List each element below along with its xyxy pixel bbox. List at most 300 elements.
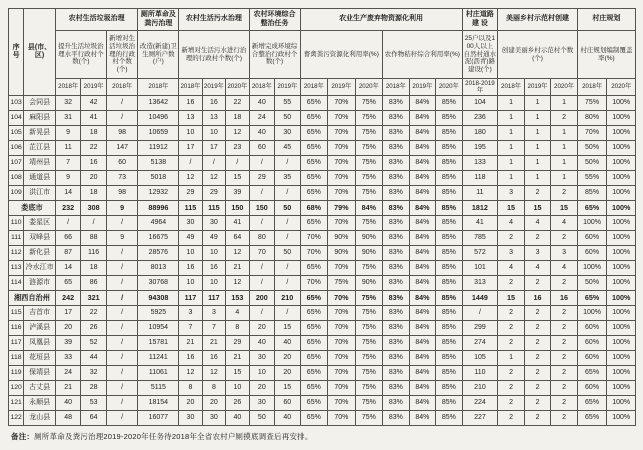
value-cell: 2 [551,336,578,351]
value-cell: 21 [226,261,249,276]
value-cell: 4 [551,216,578,231]
value-cell: 60% [577,336,607,351]
region-cell: 会同县 [24,96,56,111]
value-cell: 4 [226,306,249,321]
value-cell: 10 [202,276,225,291]
value-cell: 2 [551,231,578,246]
value-cell: 84% [409,96,436,111]
value-cell: 11241 [138,351,179,366]
value-cell: 2 [524,396,551,411]
value-cell: 2 [524,366,551,381]
value-cell: 50 [275,111,300,126]
value-cell: 210 [462,381,498,396]
value-cell: 23 [226,141,249,156]
region-cell: 麻阳县 [24,111,56,126]
value-cell: 65% [300,291,328,306]
region-cell: 吉首市 [24,306,56,321]
value-cell: 26 [226,396,249,411]
value-cell: 242 [55,291,80,306]
value-cell: / [462,306,498,321]
value-cell: 39 [226,186,249,201]
table-row [9,336,636,351]
value-cell: 572 [462,246,498,261]
value-cell: 2 [551,411,578,426]
value-cell: 100% [607,246,636,261]
value-cell: 100% [607,306,636,321]
value-cell: / [249,216,274,231]
value-cell: 70% [328,171,356,186]
value-cell: 44 [81,351,106,366]
value-cell: 70% [328,291,356,306]
value-cell: 3 [498,246,525,261]
header-year: 2019年 [409,79,436,96]
value-cell: 313 [462,276,498,291]
value-cell: 84% [409,201,436,216]
value-cell: 83% [383,216,410,231]
table-row [9,96,636,111]
value-cell: 70% [328,396,356,411]
value-cell: 150 [226,201,249,216]
value-cell: 10 [202,126,225,141]
header-year: 2019年 [328,79,356,96]
value-cell: 85% [436,186,463,201]
serial-cell: 107 [9,156,24,171]
value-cell: 7 [202,321,225,336]
value-cell: / [106,246,138,261]
value-cell: 66 [55,231,80,246]
value-cell: 2 [551,366,578,381]
header-sub-manure-rate: 畜禽粪污资源化利用率(%) [300,31,383,79]
value-cell: 83% [383,306,410,321]
value-cell: 75% [355,141,383,156]
value-cell: 180 [462,126,498,141]
value-cell: 84% [409,306,436,321]
value-cell: 85% [436,396,463,411]
table-row [9,261,636,276]
table-row [9,381,636,396]
header-sub-model-village-count: 创建美丽乡村示范村个数(个) [498,31,578,79]
value-cell: 70% [328,126,356,141]
value-cell: 18 [81,261,106,276]
value-cell: 12 [202,171,225,186]
value-cell: 195 [462,141,498,156]
value-cell: 85% [436,156,463,171]
region-cell: 娄底市 [9,201,56,216]
value-cell: 98 [106,126,138,141]
serial-cell: 109 [9,186,24,201]
value-cell: 16 [202,261,225,276]
value-cell: 232 [55,201,80,216]
value-cell: 14 [55,261,80,276]
header-year: 2019年 [202,79,225,96]
value-cell: / [106,261,138,276]
value-cell: 40 [55,396,80,411]
value-cell: / [106,411,138,426]
value-cell: 16 [179,96,202,111]
header-year: 2018年 [55,79,80,96]
value-cell: 65% [577,411,607,426]
header-group-garbage: 农村生活垃圾治理 [55,9,138,31]
value-cell: 100% [607,381,636,396]
value-cell: 2 [524,336,551,351]
value-cell: 90% [355,276,383,291]
value-cell: 65% [577,201,607,216]
value-cell: 70% [328,351,356,366]
value-cell: 83% [383,321,410,336]
value-cell: 100% [577,216,607,231]
value-cell: 90% [355,231,383,246]
value-cell: 84% [409,276,436,291]
value-cell: 20 [275,351,300,366]
value-cell: / [249,276,274,291]
value-cell: 4 [524,261,551,276]
value-cell: / [106,276,138,291]
value-cell: / [106,351,138,366]
value-cell: 83% [383,96,410,111]
value-cell: 60 [106,156,138,171]
value-cell: 70% [328,141,356,156]
value-cell: 70% [328,216,356,231]
table-row [9,231,636,246]
value-cell: 30 [202,216,225,231]
value-cell: 84% [409,336,436,351]
value-cell: 70% [328,306,356,321]
value-cell: / [81,216,106,231]
value-cell: 1 [498,141,525,156]
value-cell: 55 [275,96,300,111]
header-sub-planning-coverage: 村庄规划编制覆盖率(%) [577,31,635,79]
value-cell: 1 [524,171,551,186]
value-cell: 40 [275,336,300,351]
header-group-model-village: 美丽乡村示范村创建 [498,9,578,31]
header-group-planning: 村庄规划 [577,9,635,31]
value-cell: 84% [409,111,436,126]
value-cell: 100% [607,171,636,186]
value-cell: 85% [436,216,463,231]
value-cell: 5018 [138,171,179,186]
value-cell: 3 [524,246,551,261]
value-cell: 10 [179,126,202,141]
value-cell: 12 [202,366,225,381]
value-cell: / [202,156,225,171]
value-cell: 65% [300,321,328,336]
value-cell: 86 [81,276,106,291]
header-region: 县(市、区) [24,9,56,96]
value-cell: / [275,306,300,321]
value-cell: 8013 [138,261,179,276]
value-cell: 60% [577,246,607,261]
value-cell: 83% [383,411,410,426]
value-cell: 8 [202,381,225,396]
table-row [9,321,636,336]
value-cell: 115 [179,201,202,216]
table-header [9,9,636,96]
serial-cell: 105 [9,126,24,141]
value-cell: 22 [81,141,106,156]
value-cell: 65% [300,126,328,141]
value-cell: 1812 [462,201,498,216]
value-cell: 65% [300,171,328,186]
value-cell: 308 [81,201,106,216]
value-cell: 150 [249,201,274,216]
value-cell: 1 [524,156,551,171]
value-cell: 85% [436,231,463,246]
value-cell: 30768 [138,276,179,291]
value-cell: 65% [300,396,328,411]
value-cell: 16077 [138,411,179,426]
value-cell: 5115 [138,381,179,396]
statistics-table [8,8,636,426]
region-cell: 凤凰县 [24,336,56,351]
value-cell: 84% [409,246,436,261]
region-cell: 古丈县 [24,381,56,396]
serial-cell: 103 [9,96,24,111]
value-cell: 83% [383,261,410,276]
value-cell: 65% [300,411,328,426]
value-cell: 40 [249,96,274,111]
table-row [9,216,636,231]
value-cell: 10 [202,246,225,261]
value-cell: 85% [436,291,463,306]
value-cell: 2 [498,396,525,411]
value-cell: 83% [383,141,410,156]
value-cell: 85% [436,306,463,321]
serial-cell: 111 [9,231,24,246]
value-cell: 83% [383,186,410,201]
value-cell: 321 [81,291,106,306]
value-cell: 70% [328,111,356,126]
value-cell: 84% [409,321,436,336]
value-cell: 83% [383,231,410,246]
value-cell: 45 [275,141,300,156]
value-cell: 10 [249,366,274,381]
value-cell: 2 [524,351,551,366]
value-cell: 21 [55,381,80,396]
value-cell: 70% [328,336,356,351]
value-cell: 5925 [138,306,179,321]
value-cell: / [106,366,138,381]
value-cell: 85% [436,201,463,216]
value-cell: 84% [409,171,436,186]
value-cell: 30 [179,216,202,231]
value-cell: 83% [383,276,410,291]
value-cell: 30 [179,411,202,426]
value-cell: 30 [249,351,274,366]
value-cell: 1 [524,111,551,126]
value-cell: 40 [275,411,300,426]
value-cell: 10496 [138,111,179,126]
table-row [9,366,636,381]
value-cell: 8 [179,381,202,396]
value-cell: 84% [355,201,383,216]
value-cell: / [275,216,300,231]
value-cell: 15 [226,171,249,186]
value-cell: 50 [275,201,300,216]
value-cell: 3 [498,186,525,201]
value-cell: 84% [409,156,436,171]
value-cell: 85% [436,336,463,351]
value-cell: 75% [355,126,383,141]
serial-cell: 110 [9,216,24,231]
value-cell: 84% [409,291,436,306]
value-cell: 2 [551,351,578,366]
value-cell: 98 [106,186,138,201]
header-year: 2018年 [249,79,274,96]
value-cell: 90% [328,231,356,246]
value-cell: 18154 [138,396,179,411]
value-cell: 100% [607,141,636,156]
region-cell: 涟源市 [24,276,56,291]
value-cell: 2 [551,321,578,336]
value-cell: 8 [226,321,249,336]
value-cell: 64 [226,231,249,246]
value-cell: 100% [607,351,636,366]
value-cell: 85% [436,171,463,186]
value-cell: 50% [577,141,607,156]
value-cell: 15 [275,321,300,336]
value-cell: 65% [300,381,328,396]
value-cell: 2 [524,231,551,246]
header-group-sewage: 农村生活污水治理 [179,9,249,31]
value-cell: 65% [300,141,328,156]
value-cell: 41 [81,111,106,126]
value-cell: 75% [355,186,383,201]
value-cell: 22 [81,306,106,321]
value-cell: 83% [383,126,410,141]
value-cell: 75% [355,321,383,336]
value-cell: 100% [607,411,636,426]
value-cell: 20 [275,366,300,381]
value-cell: 65% [300,186,328,201]
value-cell: 85% [436,411,463,426]
value-cell: 2 [524,276,551,291]
value-cell: 2 [551,111,578,126]
header-year-row [9,79,636,96]
value-cell: 9 [106,231,138,246]
value-cell: 200 [249,291,274,306]
value-cell: 42 [81,96,106,111]
value-cell: 75% [355,351,383,366]
value-cell: 12 [179,366,202,381]
value-cell: / [275,231,300,246]
value-cell: 2 [551,186,578,201]
region-cell: 泸溪县 [24,321,56,336]
value-cell: 60% [577,231,607,246]
serial-cell: 114 [9,276,24,291]
value-cell: 100% [607,366,636,381]
value-cell: 85% [436,321,463,336]
table-row [9,246,636,261]
header-year: 2020年 [551,79,578,96]
value-cell: 84% [409,396,436,411]
value-cell: 85% [436,366,463,381]
value-cell: 1 [551,141,578,156]
value-cell: / [249,156,274,171]
region-cell: 湘西自治州 [9,291,56,306]
value-cell: 11912 [138,141,179,156]
header-sub-sewage-new: 新增对生活污水进行治理的行政村个数(个) [179,31,249,79]
value-cell: 15 [498,291,525,306]
value-cell: 1 [498,126,525,141]
value-cell: 100% [607,396,636,411]
value-cell: / [106,291,138,306]
value-cell: 20 [202,396,225,411]
value-cell: 15 [551,201,578,216]
value-cell: 84% [409,216,436,231]
value-cell: 7 [55,156,80,171]
region-cell: 通道县 [24,171,56,186]
value-cell: 65% [300,366,328,381]
value-cell: 55% [577,171,607,186]
serial-cell: 122 [9,411,24,426]
table-row [9,126,636,141]
value-cell: / [226,156,249,171]
value-cell: 2 [498,306,525,321]
value-cell: / [106,111,138,126]
value-cell: 2 [551,306,578,321]
table-row [9,111,636,126]
value-cell: 83% [383,201,410,216]
value-cell: 75% [355,111,383,126]
value-cell: 75% [328,276,356,291]
value-cell: 70% [300,231,328,246]
value-cell: 20 [81,171,106,186]
value-cell: 70% [328,96,356,111]
value-cell: 100% [607,216,636,231]
value-cell: 13 [202,111,225,126]
value-cell: 29 [179,186,202,201]
value-cell: 1 [498,96,525,111]
value-cell: 83% [383,156,410,171]
value-cell: 65% [577,396,607,411]
value-cell: 147 [106,141,138,156]
header-group-toilet: 厕所革命及粪污治理 [138,9,179,31]
value-cell: 17 [202,141,225,156]
serial-cell: 118 [9,351,24,366]
value-cell: 210 [275,291,300,306]
value-cell: 70% [328,381,356,396]
value-cell: 100% [607,156,636,171]
region-cell: 新晃县 [24,126,56,141]
value-cell: / [249,306,274,321]
header-sub-road-build: 25户以及100人以上自然村通水泥(沥青)路建设(个) [462,31,498,79]
table-row [9,396,636,411]
value-cell: 85% [436,261,463,276]
serial-cell: 104 [9,111,24,126]
serial-cell: 120 [9,381,24,396]
region-cell: 龙山县 [24,411,56,426]
value-cell: 12 [226,276,249,291]
value-cell: 118 [462,171,498,186]
region-cell: 永顺县 [24,396,56,411]
value-cell: 115 [202,201,225,216]
value-cell: 84% [409,231,436,246]
serial-cell: 119 [9,366,24,381]
value-cell: 13642 [138,96,179,111]
value-cell: 18 [81,186,106,201]
value-cell: 133 [462,156,498,171]
value-cell: 30 [202,411,225,426]
header-year: 2019年 [275,79,300,96]
value-cell: / [106,396,138,411]
value-cell: 2 [498,321,525,336]
value-cell: / [179,156,202,171]
value-cell: 70 [249,246,274,261]
serial-cell: 106 [9,141,24,156]
value-cell: 1 [498,111,525,126]
value-cell: 31 [55,111,80,126]
value-cell: 83% [383,351,410,366]
